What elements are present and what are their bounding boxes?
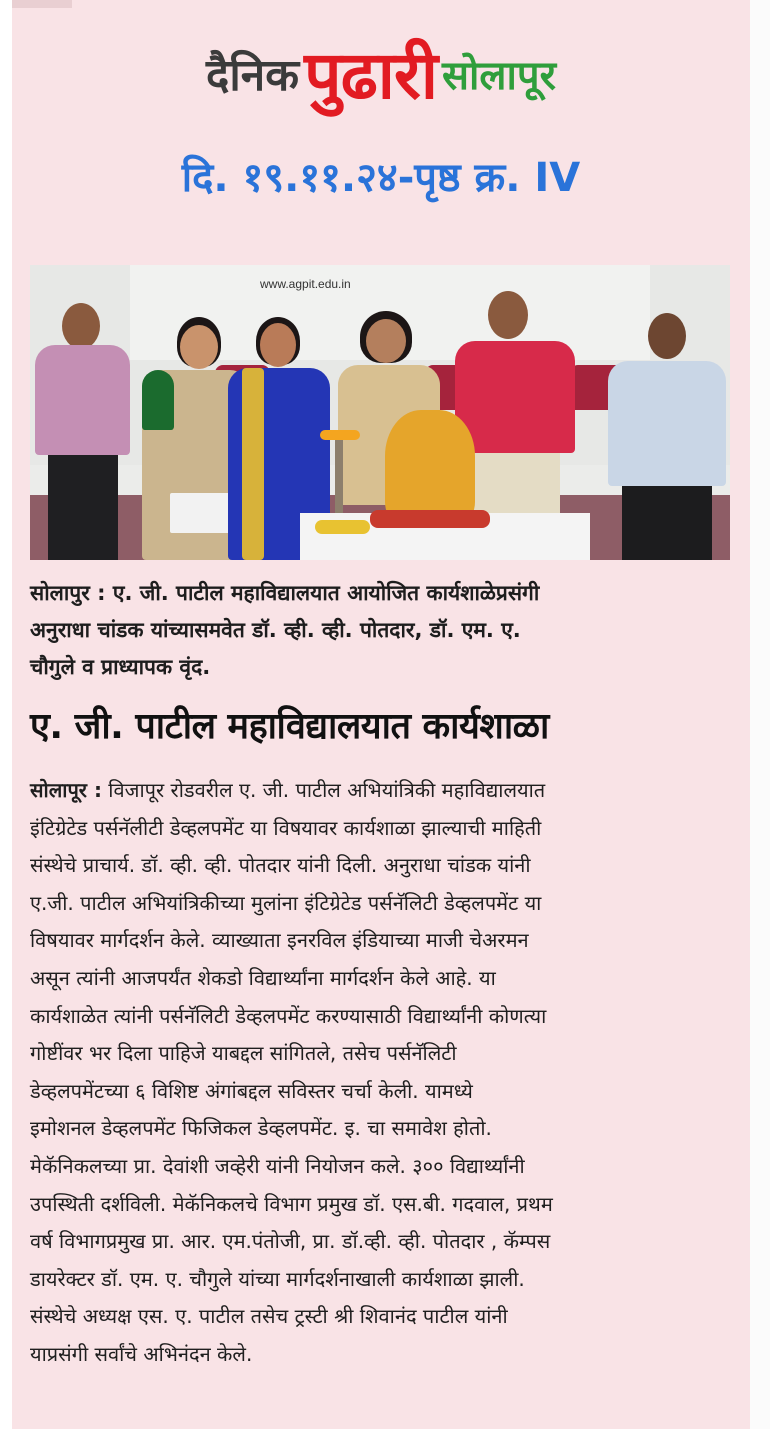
article-line: ए.जी. पाटील अभियांत्रिकीच्या मुलांना इंटिग्रेटेड पर्सनॅलिटी डेव्हलपमेंट या xyxy=(30,890,542,915)
article-line: संस्थेचे प्राचार्य. डॉ. व्ही. व्ही. पोतदार यांनी दिली. अनुराधा चांडक यांनी xyxy=(30,853,531,878)
photo-caption xyxy=(30,575,735,686)
masthead-name: पुढारी xyxy=(304,37,437,114)
article-line: मेकॅनिकलच्या प्रा. देवांशी जव्हेरी यांनी नियोजन कले. ३०० विद्यार्थ्यांनी xyxy=(30,1153,525,1178)
article-line: वर्ष विभागप्रमुख प्रा. आर. एम.पंतोजी, प्रा. डॉ.व्ही. व्ही. पोतदार , कॅम्पस xyxy=(30,1229,551,1254)
article-line: असून त्यांनी आजपर्यंत शेकडो विद्यार्थ्यांना मार्गदर्शन केले आहे. या xyxy=(30,965,496,990)
newspaper-clipping xyxy=(12,0,750,1429)
caption-line: अनुराधा चांडक यांच्यासमवेत डॉ. व्ही. व्ही. पोतदार, डॉ. एम. ए. xyxy=(30,618,521,642)
page-edge xyxy=(750,0,770,1429)
article-line: संस्थेचे अध्यक्ष एस. ए. पाटील तसेच ट्रस्टी श्री शिवानंद पाटील यांनी xyxy=(30,1304,508,1329)
article-line: कार्यशाळेत त्यांनी पर्सनॅलिटी डेव्हलपमेंट करण्यासाठी विद्यार्थ्यांनी कोणत्या xyxy=(30,1003,547,1028)
article-line: डायरेक्टर डॉ. एम. ए. चौगुले यांच्या मार्गदर्शनाखाली कार्यशाळा झाली. xyxy=(30,1266,525,1291)
idol xyxy=(385,410,475,525)
caption-line: सोलापुर : ए. जी. पाटील महाविद्यालयात आयोजित कार्यशाळेप्रसंगी xyxy=(30,581,540,605)
article-line xyxy=(30,772,735,810)
dateline: दि. १९.११.२४-पृष्ठ क्र. IV xyxy=(181,155,581,201)
article-line: डेव्हलपमेंटच्या ६ विशिष्ट अंगांबद्दल सविस्तर चर्चा केली. यामध्ये xyxy=(30,1078,473,1103)
article-line: इंटिग्रेटेड पर्सनॅलीटी डेव्हलपमेंट या विषयावर कार्यशाळा झाल्याची माहिती xyxy=(30,815,542,840)
top-strip xyxy=(12,0,72,8)
masthead-prefix: दैनिक xyxy=(206,50,299,101)
photo-url-text: www.agpit.edu.in xyxy=(260,277,351,291)
article-line: इमोशनल डेव्हलपमेंट फिजिकल डेव्हलपमेंट. इ. चा समावेश होतो. xyxy=(30,1116,492,1141)
article-body xyxy=(30,772,735,1374)
article-line: गोष्टींवर भर दिला पाहिजे याबद्दल सांगितले, तसेच पर्सनॅलिटी xyxy=(30,1041,457,1066)
headline: ए. जी. पाटील महाविद्यालयात कार्यशाळा xyxy=(30,706,549,747)
event-photo xyxy=(30,265,730,560)
caption-line: चौगुले व प्राध्यापक वृंद. xyxy=(30,655,211,679)
flowers xyxy=(315,520,370,534)
article-first-line: विजापूर रोडवरील ए. जी. पाटील अभियांत्रिकी महाविद्यालयात xyxy=(101,778,546,802)
article-line: विषयावर मार्गदर्शन केले. व्याख्याता इनरविल इंडियाच्या माजी चेअरमन xyxy=(30,928,529,953)
lamp-flame xyxy=(320,430,360,440)
article-line: उपस्थिती दर्शविली. मेकॅनिकलचे विभाग प्रमुख डॉ. एस.बी. गदवाल, प्रथम xyxy=(30,1191,553,1216)
article-line: याप्रसंगी सर्वांचे अभिनंदन केले. xyxy=(30,1341,253,1366)
masthead-city: सोलापूर xyxy=(442,52,556,99)
masthead xyxy=(12,28,750,128)
oil-lamp xyxy=(335,440,343,518)
dateline-place: सोलापूर : xyxy=(30,778,102,802)
flower-garland xyxy=(370,510,490,528)
